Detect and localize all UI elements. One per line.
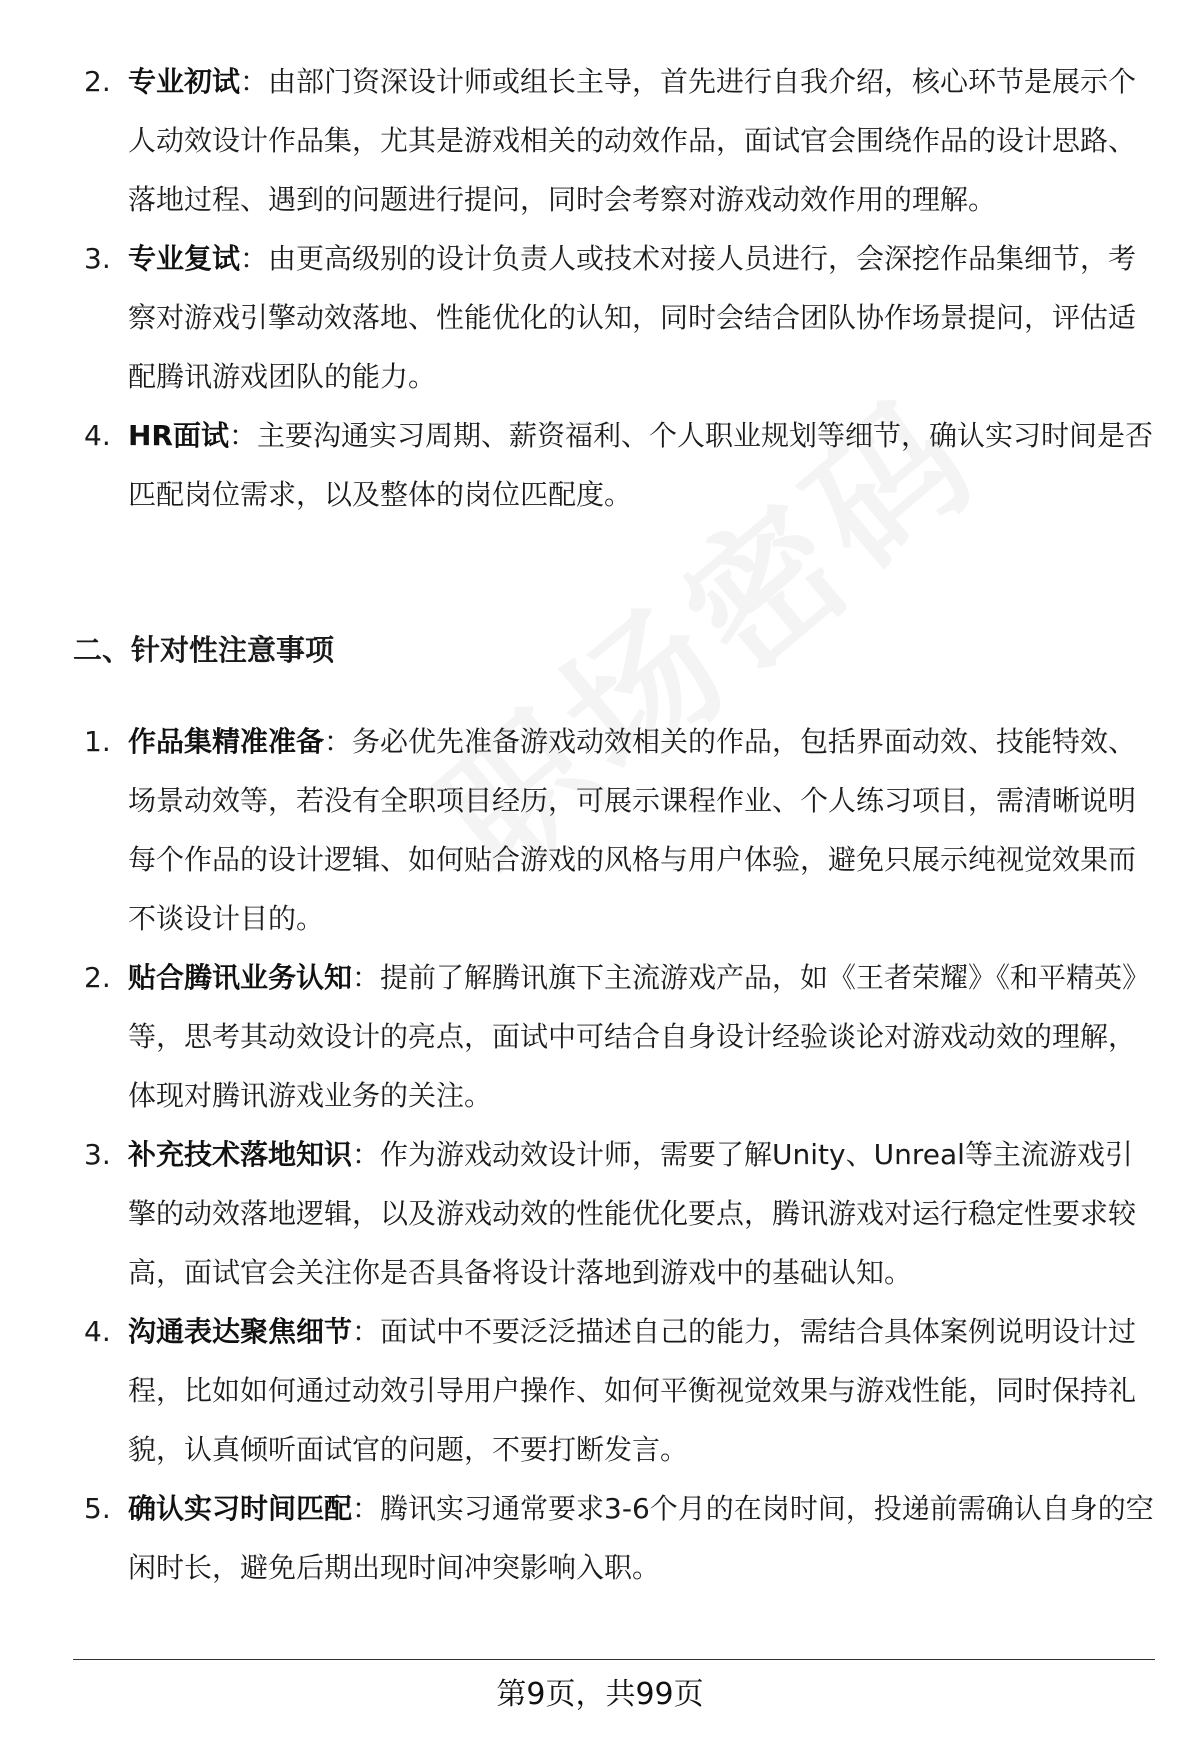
list-item	[0, 52, 1200, 229]
item-number: 5.	[84, 1492, 111, 1525]
item-title: 贴合腾讯业务认知	[128, 961, 353, 994]
list-item	[0, 229, 1200, 406]
item-title: HR面试	[128, 419, 229, 452]
item-separator: ：	[324, 725, 353, 758]
item-number: 4.	[84, 1315, 111, 1348]
list-item	[0, 948, 1200, 1125]
list-item	[0, 1479, 1200, 1597]
item-text: 作为游戏动效设计师，需要了解Unity、Unreal等主流游戏引擎的动效落地逻辑，以及游戏动效的性能优化要点，腾讯游戏对运行稳定性要求较高，面试官会关注你是否具备将设计落地到游戏中的基础认知。	[128, 1138, 1137, 1289]
item-text: 面试中不要泛泛描述自己的能力，需结合具体案例说明设计过程，比如如何通过动效引导用户操作、如何平衡视觉效果与游戏性能，同时保持礼貌，认真倾听面试官的问题，不要打断发言。	[128, 1315, 1137, 1466]
item-separator: ：	[229, 419, 258, 452]
list-item	[0, 1125, 1200, 1302]
item-text: 提前了解腾讯旗下主流游戏产品，如《王者荣耀》《和平精英》等，思考其动效设计的亮点，面试中可结合自身设计经验谈论对游戏动效的理解，体现对腾讯游戏业务的关注。	[128, 961, 1151, 1112]
section-heading: 二、针对性注意事项	[73, 633, 335, 667]
item-text: 由部门资深设计师或组长主导，首先进行自我介绍，核心环节是展示个人动效设计作品集，尤其是游戏相关的动效作品，面试官会围绕作品的设计思路、落地过程、遇到的问题进行提问，同时会考察对游戏动效作用的理解。	[128, 65, 1137, 216]
precautions-list	[0, 712, 1200, 1597]
item-number: 2.	[84, 65, 111, 98]
item-separator: ：	[352, 1138, 381, 1171]
item-separator: ：	[240, 65, 269, 98]
item-title: 专业初试	[128, 65, 241, 98]
item-title: 专业复试	[128, 242, 241, 275]
list-item	[0, 406, 1200, 524]
item-title: 补充技术落地知识	[128, 1138, 353, 1171]
item-text: 腾讯实习通常要求3-6个月的在岗时间，投递前需确认自身的空闲时长，避免后期出现时间冲突影响入职。	[128, 1492, 1154, 1584]
item-text: 务必优先准备游戏动效相关的作品，包括界面动效、技能特效、场景动效等，若没有全职项目经历，可展示课程作业、个人练习项目，需清晰说明每个作品的设计逻辑、如何贴合游戏的风格与用户体验，避免只展示纯视觉效果而不谈设计目的。	[128, 725, 1137, 935]
item-number: 3.	[84, 242, 111, 275]
interview-process-list	[0, 52, 1200, 524]
item-number: 4.	[84, 419, 111, 452]
footer-divider	[73, 1659, 1155, 1660]
page-number: 第9页，共99页	[496, 1677, 704, 1712]
item-text: 主要沟通实习周期、薪资福利、个人职业规划等细节，确认实习时间是否匹配岗位需求，以及整体的岗位匹配度。	[128, 419, 1154, 511]
list-item	[0, 1302, 1200, 1479]
item-separator: ：	[352, 961, 381, 994]
item-separator: ：	[240, 242, 269, 275]
item-separator: ：	[352, 1315, 381, 1348]
item-number: 2.	[84, 961, 111, 994]
item-title: 沟通表达聚焦细节	[128, 1315, 353, 1348]
item-separator: ：	[352, 1492, 381, 1525]
item-title: 确认实习时间匹配	[128, 1492, 353, 1525]
item-title: 作品集精准准备	[128, 725, 325, 758]
list-item	[0, 712, 1200, 948]
item-number: 3.	[84, 1138, 111, 1171]
item-number: 1.	[84, 725, 111, 758]
item-text: 由更高级别的设计负责人或技术对接人员进行，会深挖作品集细节，考察对游戏引擎动效落地、性能优化的认知，同时会结合团队协作场景提问，评估适配腾讯游戏团队的能力。	[128, 242, 1137, 393]
